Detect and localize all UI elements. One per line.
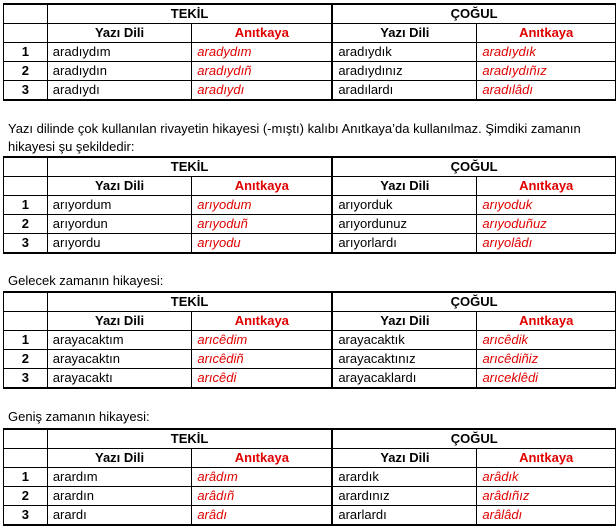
table-row bbox=[4, 350, 616, 369]
person-number: 1 bbox=[4, 468, 48, 487]
singular-written-form: arıyordu bbox=[47, 234, 192, 254]
dialect-header: Anıtkaya bbox=[477, 24, 616, 43]
table-row bbox=[4, 331, 616, 350]
dialect-header: Anıtkaya bbox=[477, 312, 616, 331]
written-language-header: Yazı Dili bbox=[47, 177, 192, 196]
written-language-header: Yazı Dili bbox=[332, 312, 477, 331]
singular-written-form: arıyordun bbox=[47, 215, 192, 234]
table-row bbox=[4, 43, 616, 62]
person-number: 1 bbox=[4, 331, 48, 350]
singular-written-form: arıyordum bbox=[47, 196, 192, 215]
plural-dialect-form: aradıydık bbox=[477, 43, 616, 62]
conjugation-table bbox=[3, 291, 616, 389]
paragraph-aorist: Geniş zamanın hikayesi: bbox=[8, 409, 150, 424]
singular-dialect-form: arıyodum bbox=[192, 196, 333, 215]
person-number: 3 bbox=[4, 369, 48, 389]
plural-header: ÇOĞUL bbox=[332, 4, 615, 24]
singular-header: TEKİL bbox=[47, 4, 332, 24]
singular-dialect-form: arıyodu bbox=[192, 234, 333, 254]
plural-written-form: aradıydınız bbox=[332, 62, 477, 81]
plural-written-form: arardık bbox=[332, 468, 477, 487]
person-number: 2 bbox=[4, 350, 48, 369]
plural-dialect-form: aradılâdı bbox=[477, 81, 616, 101]
corner-cell bbox=[4, 177, 48, 196]
corner-cell bbox=[4, 24, 48, 43]
plural-dialect-form: arıcêdiñiz bbox=[477, 350, 616, 369]
table-row bbox=[4, 234, 616, 254]
table-row bbox=[4, 506, 616, 526]
person-number: 2 bbox=[4, 62, 48, 81]
person-number: 2 bbox=[4, 215, 48, 234]
dialect-header: Anıtkaya bbox=[192, 312, 332, 331]
written-language-header: Yazı Dili bbox=[332, 177, 477, 196]
conjugation-table bbox=[3, 156, 616, 254]
plural-dialect-form: arıyoduñuz bbox=[477, 215, 616, 234]
plural-dialect-form: aradıydıñız bbox=[477, 62, 616, 81]
dialect-header: Anıtkaya bbox=[192, 177, 333, 196]
written-language-header: Yazı Dili bbox=[47, 24, 192, 43]
person-number: 1 bbox=[4, 196, 48, 215]
singular-dialect-form: aradıydı bbox=[192, 81, 333, 101]
plural-header: ÇOĞUL bbox=[332, 157, 615, 177]
singular-written-form: arayacaktın bbox=[47, 350, 192, 369]
singular-written-form: arayacaktım bbox=[47, 331, 192, 350]
table-row bbox=[4, 487, 616, 506]
singular-dialect-form: arıcêdi bbox=[192, 369, 332, 389]
plural-written-form: arardınız bbox=[332, 487, 477, 506]
paragraph-rivayet: Yazı dilinde çok kullanılan rivayetin hikayesi (-mıştı) kalıbı Anıtkaya’da kullanılmaz. Şimdiki zamanın hikayesi şu şekildedir: bbox=[8, 121, 581, 154]
plural-written-form: aradıydık bbox=[332, 43, 477, 62]
plural-written-form: arıyordunuz bbox=[332, 215, 477, 234]
singular-header: TEKİL bbox=[47, 157, 332, 177]
person-number: 3 bbox=[4, 506, 48, 526]
plural-dialect-form: arâdık bbox=[477, 468, 616, 487]
singular-dialect-form: arâdım bbox=[192, 468, 333, 487]
written-language-header: Yazı Dili bbox=[47, 312, 192, 331]
singular-written-form: arardı bbox=[47, 506, 192, 526]
plural-written-form: arıyorduk bbox=[332, 196, 477, 215]
table-row bbox=[4, 215, 616, 234]
person-number: 2 bbox=[4, 487, 48, 506]
dialect-header: Anıtkaya bbox=[477, 177, 616, 196]
plural-dialect-form: arıceklêdi bbox=[477, 369, 616, 389]
person-number: 3 bbox=[4, 234, 48, 254]
singular-dialect-form: arıcêdim bbox=[192, 331, 332, 350]
plural-written-form: arıyorlardı bbox=[332, 234, 477, 254]
singular-dialect-form: aradıydıñ bbox=[192, 62, 333, 81]
singular-dialect-form: arıcêdiñ bbox=[192, 350, 332, 369]
dialect-header: Anıtkaya bbox=[192, 449, 333, 468]
plural-dialect-form: arâdıñız bbox=[477, 487, 616, 506]
singular-written-form: aradıydın bbox=[47, 62, 192, 81]
singular-written-form: aradıydım bbox=[47, 43, 192, 62]
singular-dialect-form: arâdıñ bbox=[192, 487, 333, 506]
singular-header: TEKİL bbox=[47, 292, 332, 312]
plural-dialect-form: arâlâdı bbox=[477, 506, 616, 526]
person-number: 1 bbox=[4, 43, 48, 62]
plural-written-form: arayacaklardı bbox=[332, 369, 477, 389]
singular-dialect-form: arıyoduñ bbox=[192, 215, 333, 234]
corner-cell bbox=[4, 429, 48, 449]
plural-dialect-form: arıyolâdı bbox=[477, 234, 616, 254]
table-row bbox=[4, 468, 616, 487]
table-row bbox=[4, 196, 616, 215]
singular-written-form: aradıydı bbox=[47, 81, 192, 101]
dialect-header: Anıtkaya bbox=[477, 449, 616, 468]
singular-written-form: arardın bbox=[47, 487, 192, 506]
corner-cell bbox=[4, 292, 48, 312]
plural-dialect-form: arıcêdik bbox=[477, 331, 616, 350]
corner-cell bbox=[4, 312, 48, 331]
corner-cell bbox=[4, 449, 48, 468]
written-language-header: Yazı Dili bbox=[332, 449, 477, 468]
conjugation-table bbox=[3, 428, 616, 526]
plural-written-form: arayacaktık bbox=[332, 331, 477, 350]
table-row bbox=[4, 62, 616, 81]
corner-cell bbox=[4, 157, 48, 177]
plural-written-form: ararlardı bbox=[332, 506, 477, 526]
conjugation-table bbox=[3, 3, 616, 101]
plural-dialect-form: arıyoduk bbox=[477, 196, 616, 215]
singular-written-form: arayacaktı bbox=[47, 369, 192, 389]
table-row bbox=[4, 81, 616, 101]
singular-header: TEKİL bbox=[47, 429, 332, 449]
plural-header: ÇOĞUL bbox=[332, 292, 615, 312]
written-language-header: Yazı Dili bbox=[332, 24, 477, 43]
plural-written-form: aradılardı bbox=[332, 81, 477, 101]
plural-written-form: arayacaktınız bbox=[332, 350, 477, 369]
table-row bbox=[4, 369, 616, 389]
singular-dialect-form: arâdı bbox=[192, 506, 333, 526]
dialect-header: Anıtkaya bbox=[192, 24, 333, 43]
singular-dialect-form: aradydım bbox=[192, 43, 333, 62]
singular-written-form: arardım bbox=[47, 468, 192, 487]
paragraph-future: Gelecek zamanın hikayesi: bbox=[8, 273, 164, 288]
person-number: 3 bbox=[4, 81, 48, 101]
written-language-header: Yazı Dili bbox=[47, 449, 192, 468]
corner-cell bbox=[4, 4, 48, 24]
plural-header: ÇOĞUL bbox=[332, 429, 615, 449]
